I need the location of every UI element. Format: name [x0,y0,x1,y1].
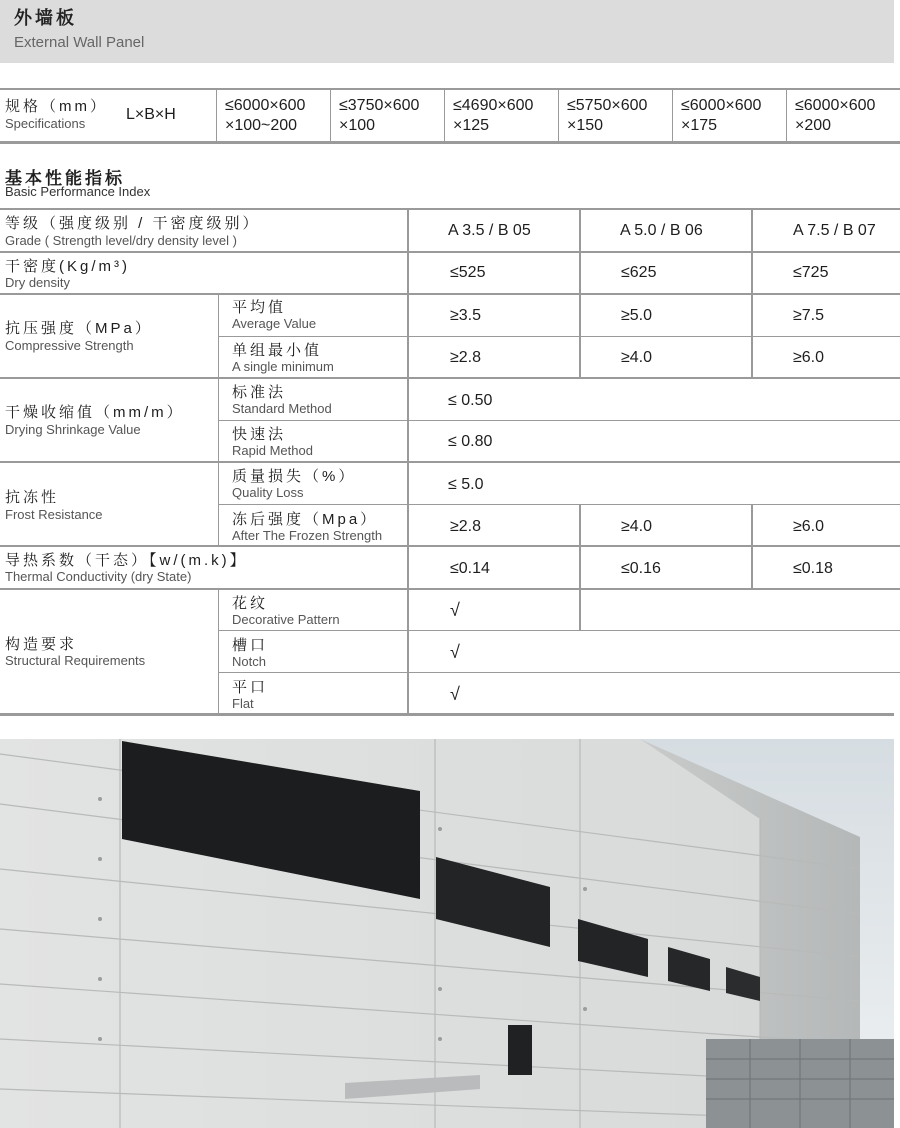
thermal-value-2: ≤0.16 [621,560,661,577]
minimum-label-en: A single minimum [232,359,334,374]
standard-method-value: ≤ 0.50 [448,392,493,409]
spec-size-5: ≤6000×600 ×175 [681,97,762,134]
frozen-strength-value-3: ≥6.0 [793,518,825,535]
average-label-en: Average Value [232,316,317,331]
grade-value-2: A 5.0 / B 06 [620,222,703,239]
grade-label: 等级（强度级别 / 干密度级别） [5,215,261,232]
dimension-label: L×B×H [126,106,176,123]
standard-method-label-en: Standard Method [232,401,332,416]
rapid-method-value: ≤ 0.80 [448,433,493,450]
structure-label: 构造要求 [5,636,78,653]
spec-size-6: ≤6000×600 ×200 [795,97,876,134]
average-value-2: ≥5.0 [621,307,653,324]
specifications-label: 规格（mm） [5,98,108,115]
building-photo [0,739,894,1128]
notch-check: √ [450,642,460,662]
density-label: 干密度(Kg/m³) [5,258,130,275]
specifications-label-en: Specifications [5,116,86,131]
spec-size-1: ≤6000×600 ×100~200 [225,97,306,134]
notch-label-en: Notch [232,654,266,669]
compressive-label-en: Compressive Strength [5,338,134,353]
minimum-value-2: ≥4.0 [621,349,653,366]
grade-value-1: A 3.5 / B 05 [448,222,531,239]
pattern-check: √ [450,600,460,620]
shrinkage-label-en: Drying Shrinkage Value [5,422,141,437]
density-value-2: ≤625 [621,264,657,281]
thermal-value-1: ≤0.14 [450,560,490,577]
quality-loss-label-en: Quality Loss [232,485,304,500]
spec-size-4: ≤5750×600 ×150 [567,97,648,134]
rapid-method-label-en: Rapid Method [232,443,313,458]
spec-size-3: ≤4690×600 ×125 [453,97,534,134]
grade-value-3: A 7.5 / B 07 [793,222,876,239]
density-label-en: Dry density [5,275,71,290]
density-value-3: ≤725 [793,264,829,281]
minimum-label: 单组最小值 [232,342,323,359]
thermal-value-3: ≤0.18 [793,560,833,577]
flat-label: 平口 [232,679,269,696]
pattern-label-en: Decorative Pattern [232,612,340,627]
quality-loss-value: ≤ 5.0 [448,476,484,493]
section-title: 基本性能指标 [5,169,125,188]
frost-label-en: Frost Resistance [5,507,103,522]
thermal-label: 导热系数（干态）【w/(m.k)】 [5,552,248,569]
flat-label-en: Flat [232,696,254,711]
section-subtitle: Basic Performance Index [5,184,151,199]
spec-size-2: ≤3750×600 ×100 [339,97,420,134]
compressive-label: 抗压强度（MPa） [5,320,153,337]
frozen-strength-label-en: After The Frozen Strength [232,528,383,543]
minimum-value-1: ≥2.8 [450,349,482,366]
minimum-value-3: ≥6.0 [793,349,825,366]
structure-label-en: Structural Requirements [5,653,146,668]
average-label: 平均值 [232,299,287,316]
rapid-method-label: 快速法 [232,426,287,443]
grade-label-en: Grade ( Strength level/dry density level ) [5,233,237,248]
notch-label: 槽口 [232,637,269,654]
quality-loss-label: 质量损失（%） [232,468,357,485]
flat-check: √ [450,684,460,704]
frost-label: 抗冻性 [5,489,60,506]
shrinkage-label: 干燥收缩值（mm/m） [5,404,185,421]
frozen-strength-value-1: ≥2.8 [450,518,482,535]
frozen-strength-label: 冻后强度（Mpa） [232,511,379,528]
average-value-3: ≥7.5 [793,307,825,324]
pattern-label: 花纹 [232,595,269,612]
average-value-1: ≥3.5 [450,307,482,324]
standard-method-label: 标准法 [232,384,287,401]
page-title: 外墙板 [14,8,77,28]
thermal-label-en: Thermal Conductivity (dry State) [5,569,192,584]
density-value-1: ≤525 [450,264,486,281]
page-subtitle: External Wall Panel [14,34,145,51]
frozen-strength-value-2: ≥4.0 [621,518,653,535]
